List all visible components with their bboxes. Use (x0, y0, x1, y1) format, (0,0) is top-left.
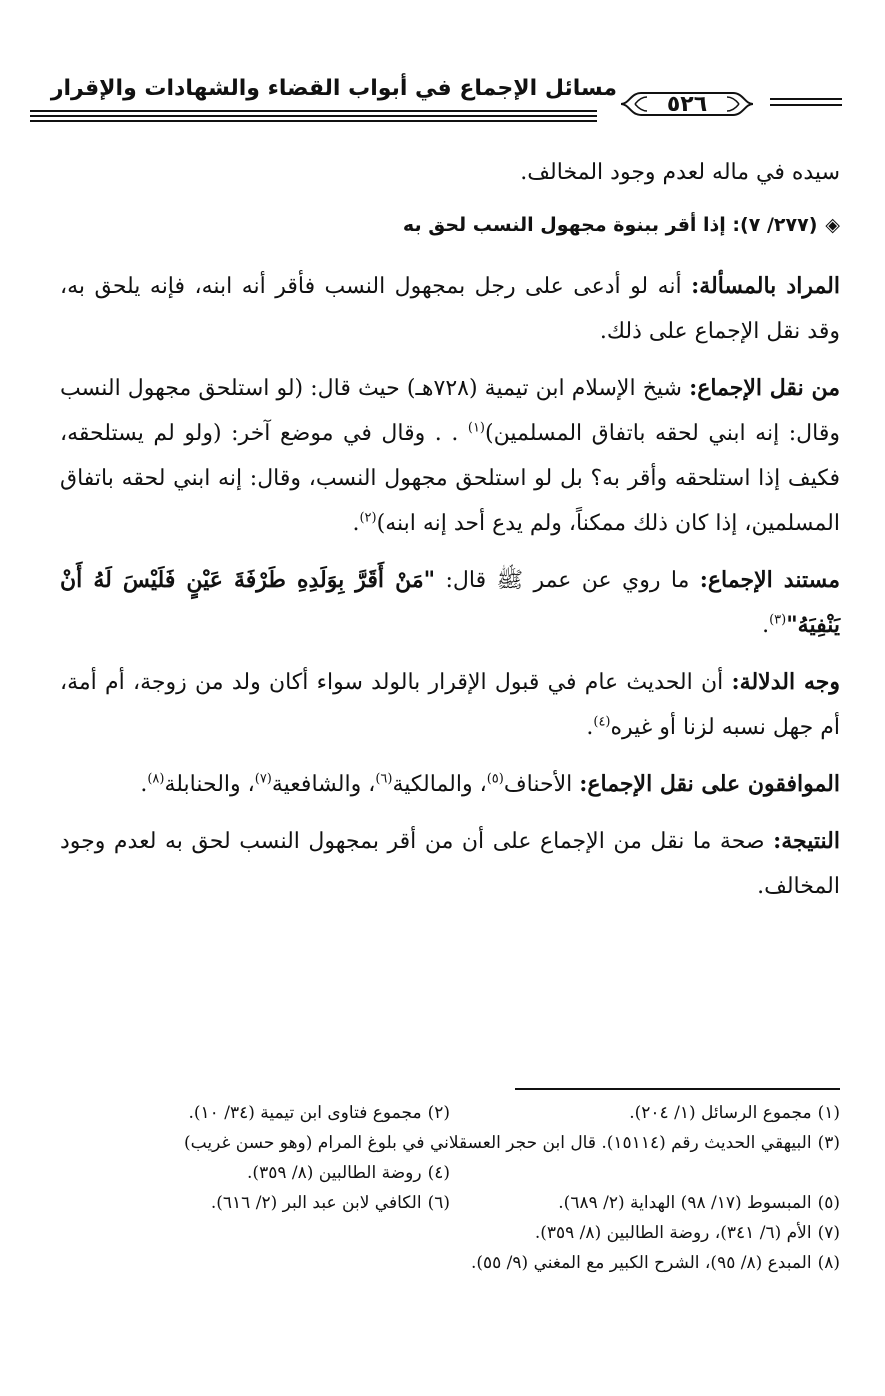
footnote-ref[interactable]: (٢) (359, 510, 377, 526)
footnotes (60, 1098, 840, 1278)
footnote-text: المبسوط (١٧/ ٩٨) الهداية (٢/ ٦٨٩). (558, 1193, 812, 1213)
continuation-paragraph (60, 150, 840, 195)
header-rule (30, 120, 597, 122)
continuation-text: سيده في ماله لعدم وجود المخالف. (520, 160, 840, 185)
transmitters-text: . . وقال في موضع آخر: (ولو لم يستلحقه، فكيف إذا استلحقه وأقر به؟ بل لو استلحق مجهول النسب، وقال: إنه ابني لحقه باتفاق المسلمين، إذا كان ذلك ممكناً، ولم يدع أحد إنه ابنه) (60, 421, 840, 536)
meaning-label: المراد بالمسألة: (691, 273, 840, 299)
footnote-number: (٦) (427, 1193, 450, 1213)
evidence-paragraph: وجه الدلالة: أن الحديث عام في قبول الإقرار بالولد سواء أكان ولد من زوجة، أم أمة، أم جهل نسبه لزنا أو غيره$^{(٤)}$. (60, 669, 840, 740)
footnote-text: مجموع فتاوى ابن تيمية (٣٤/ ١٠). (188, 1103, 422, 1123)
school-shafii: ، والشافعية (271, 772, 376, 797)
footnote-text: الكافي لابن عبد البر (٢/ ٦١٦). (210, 1193, 422, 1213)
footnote-ref[interactable]: (٨) (147, 771, 165, 787)
footnote-item (60, 1248, 840, 1278)
diamond-bullet-icon: ◈ (825, 214, 840, 236)
result-paragraph (60, 819, 840, 909)
footnote-item (60, 1218, 840, 1248)
footnote-item (60, 1158, 450, 1188)
footnote-row (60, 1098, 840, 1128)
footnote-ref[interactable]: (٧) (254, 771, 272, 787)
meaning-text: أنه لو أدعى على رجل بمجهول النسب فأقر أنه ابنه، فإنه يلحق به، وقد نقل الإجماع على ذلك. (60, 274, 840, 344)
footnote-text: الأم (٦/ ٣٤١)، روضة الطالبين (٨/ ٣٥٩). (534, 1223, 812, 1243)
result-label: النتيجة: (773, 828, 840, 854)
page-number-ornament (617, 85, 757, 123)
footnote-ref[interactable]: (٦) (375, 771, 393, 787)
page-number: ٥٢٦ (666, 91, 708, 117)
footnote-ref[interactable]: (١) (467, 420, 485, 436)
footnote-number: (٧) (817, 1223, 840, 1243)
result-text: صحة ما نقل من الإجماع على أن من أقر بمجهول النسب لحق به لعدم وجود المخالف. (60, 829, 840, 899)
footnote-text: المبدع (٨/ ٩٥)، الشرح الكبير مع المغني (٩/ ٥٥). (470, 1253, 812, 1273)
hadith-quote: "مَنْ أَقَرَّ بِوَلَدِهِ طَرْفَةَ عَيْنٍ فَلَيْسَ لَهُ أَنْ يَنْفِيَهُ" (60, 567, 840, 638)
footnote-number: (٣) (817, 1133, 840, 1153)
footnote-text: مجموع الرسائل (١/ ٢٠٤). (629, 1103, 812, 1123)
issue-number: (٢٧٧/ ٧): (732, 214, 818, 236)
footnote-text: روضة الطالبين (٨/ ٣٥٩). (247, 1163, 422, 1183)
page-header (30, 70, 842, 130)
footnote-number: (٥) (817, 1193, 840, 1213)
footnote-ref[interactable]: (٤) (593, 714, 611, 730)
issue-title: إذا أقر ببنوة مجهول النسب لحق به (402, 214, 726, 236)
footnote-item (450, 1188, 840, 1218)
footnote-row (60, 1248, 840, 1278)
transmitters-paragraph: من نقل الإجماع: شيخ الإسلام ابن تيمية (٧٢٨هـ) حيث قال: (لو استلحق مجهول النسب وقال: إنه ابني لحقه باتفاق المسلمين)$^{(١)}$ . . وقال في موضع آخر: (ولو لم يستلحقه، فكيف إذا استلحقه وأقر به؟ بل لو استلحق مجهول النسب، وقال: إنه ابني لحقه باتفاق المسلمين، إذا كان ذلك ممكناً، ولم يدع أحد إنه ابنه)$^{(٢)}$. (60, 375, 840, 536)
footnote-item (450, 1098, 840, 1128)
footnote-separator (515, 1088, 840, 1090)
header-rule (30, 115, 597, 117)
footnote-number: (٨) (817, 1253, 840, 1273)
basis-text: ما روي عن عمر ﷺ قال: (445, 568, 690, 593)
agreeing-paragraph: الموافقون على نقل الإجماع: الأحناف$^{(٥)}$، والمالكية$^{(٦)}$، والشافعية$^{(٧)}$، والحنابلة$^{(٨)}$. (140, 771, 840, 797)
main-text (60, 150, 840, 921)
footnote-number: (١) (817, 1103, 840, 1123)
footnote-number: (٤) (427, 1163, 450, 1183)
footnote-number: (٢) (427, 1103, 450, 1123)
footnote-spacer (450, 1158, 840, 1188)
school-hanbali: ، والحنابلة (164, 772, 255, 797)
footnote-row (60, 1188, 840, 1218)
header-rule (30, 110, 597, 112)
evidence-text: أن الحديث عام في قبول الإقرار بالولد سواء أكان ولد من زوجة، أم أمة، أم جهل نسبه لزنا أو غيره (60, 670, 840, 740)
agreeing-label: الموافقون على نقل الإجماع: (579, 771, 840, 797)
issue-heading (60, 203, 840, 248)
footnote-item (60, 1188, 450, 1218)
basis-label: مستند الإجماع: (699, 567, 841, 593)
school-hanafi: الأحناف (503, 772, 573, 797)
transmitters-text: شيخ الإسلام ابن تيمية (٧٢٨هـ) حيث قال: (لو استلحق مجهول النسب وقال: إنه ابني لحقه باتفاق المسلمين) (60, 376, 840, 446)
header-rule-short (770, 98, 842, 100)
footnote-item (60, 1098, 450, 1128)
meaning-paragraph (60, 264, 840, 354)
footnote-text: البيهقي الحديث رقم (١٥١١٤). قال ابن حجر العسقلاني في بلوغ المرام (وهو حسن غريب) (184, 1133, 812, 1153)
header-rule-short (770, 104, 842, 106)
running-title: مسائل الإجماع في أبواب القضاء والشهادات والإقرار (50, 76, 617, 101)
school-maliki: ، والمالكية (392, 772, 487, 797)
evidence-label: وجه الدلالة: (731, 669, 840, 695)
basis-paragraph: مستند الإجماع: ما روي عن عمر ﷺ قال: "مَنْ أَقَرَّ بِوَلَدِهِ طَرْفَةَ عَيْنٍ فَلَيْسَ لَهُ أَنْ يَنْفِيَهُ"$^{(٣)}$. (60, 567, 841, 638)
transmitters-label: من نقل الإجماع: (689, 375, 840, 401)
footnote-item (60, 1128, 840, 1158)
footnote-row (60, 1128, 840, 1158)
footnote-row (60, 1218, 840, 1248)
footnote-ref[interactable]: (٥) (486, 771, 504, 787)
footnote-row (60, 1158, 840, 1188)
footnote-ref[interactable]: (٣) (769, 612, 787, 628)
